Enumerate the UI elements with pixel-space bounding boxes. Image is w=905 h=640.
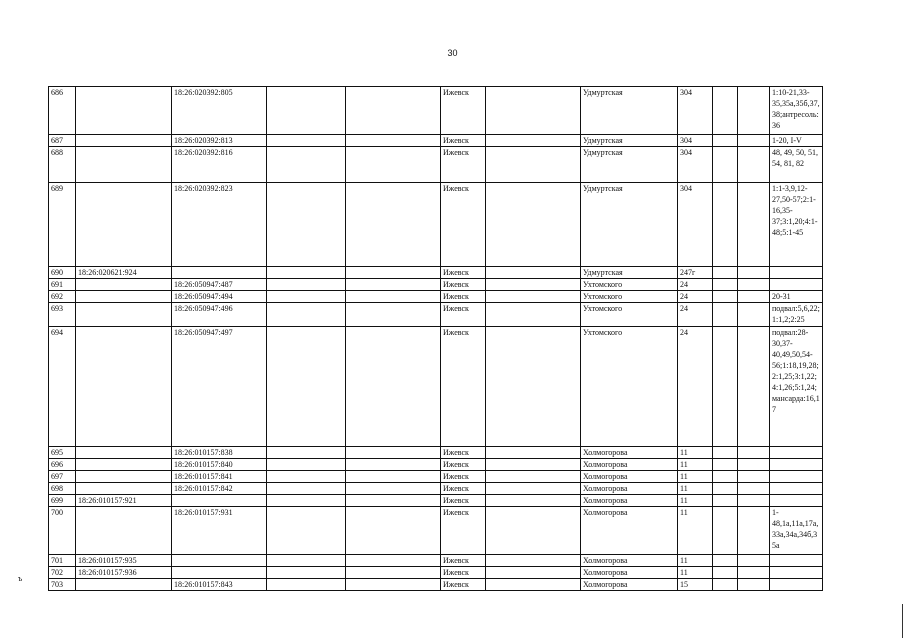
cell-c1: 18:26:010157:936 bbox=[76, 567, 172, 579]
cell-c2 bbox=[172, 267, 267, 279]
cell-c2: 18:26:020392:823 bbox=[172, 183, 267, 267]
cell-city: Ижевск bbox=[441, 327, 486, 447]
cell-house: 11 bbox=[678, 567, 713, 579]
table-row bbox=[49, 303, 823, 327]
cell-street: Холмогорова bbox=[581, 567, 678, 579]
cell-street: Холмогорова bbox=[581, 495, 678, 507]
cell-c10 bbox=[738, 495, 770, 507]
cell-c4 bbox=[346, 291, 441, 303]
cell-c10 bbox=[738, 507, 770, 555]
cell-street: Холмогорова bbox=[581, 483, 678, 495]
cell-c10 bbox=[738, 147, 770, 183]
cell-house: 24 bbox=[678, 327, 713, 447]
cell-house: 247г bbox=[678, 267, 713, 279]
cell-street: Холмогорова bbox=[581, 579, 678, 591]
cell-house: 11 bbox=[678, 471, 713, 483]
cell-c9 bbox=[713, 555, 738, 567]
cell-c9 bbox=[713, 495, 738, 507]
cell-c11: 1-48,1а,11а,17а,33а,34а,34б,35а bbox=[770, 507, 823, 555]
cell-house: 24 bbox=[678, 303, 713, 327]
table-row bbox=[49, 87, 823, 135]
cell-c3 bbox=[267, 279, 346, 291]
cell-c1: 18:26:010157:921 bbox=[76, 495, 172, 507]
cell-street: Удмуртская bbox=[581, 183, 678, 267]
cell-c4 bbox=[346, 303, 441, 327]
cell-house: 24 bbox=[678, 291, 713, 303]
cell-c3 bbox=[267, 303, 346, 327]
cell-street: Холмогорова bbox=[581, 471, 678, 483]
cell-house: 11 bbox=[678, 459, 713, 471]
cell-street: Удмуртская bbox=[581, 147, 678, 183]
cell-c1: 18:26:020621:924 bbox=[76, 267, 172, 279]
table-row bbox=[49, 267, 823, 279]
cell-city: Ижевск bbox=[441, 579, 486, 591]
cell-c11 bbox=[770, 447, 823, 459]
cell-c1 bbox=[76, 279, 172, 291]
cell-c9 bbox=[713, 471, 738, 483]
cell-c10 bbox=[738, 471, 770, 483]
cell-street: Ухтомского bbox=[581, 327, 678, 447]
cell-c9 bbox=[713, 147, 738, 183]
cell-c10 bbox=[738, 327, 770, 447]
cell-house: 11 bbox=[678, 447, 713, 459]
cell-c11 bbox=[770, 567, 823, 579]
cell-c1 bbox=[76, 459, 172, 471]
cell-c3 bbox=[267, 183, 346, 267]
cell-c6 bbox=[486, 555, 581, 567]
cell-c3 bbox=[267, 447, 346, 459]
cell-street: Холмогорова bbox=[581, 447, 678, 459]
cell-house: 304 bbox=[678, 147, 713, 183]
cell-city: Ижевск bbox=[441, 567, 486, 579]
cell-n: 692 bbox=[49, 291, 76, 303]
cell-n: 688 bbox=[49, 147, 76, 183]
cell-house: 304 bbox=[678, 135, 713, 147]
cell-c11 bbox=[770, 459, 823, 471]
cell-c1 bbox=[76, 303, 172, 327]
cell-c10 bbox=[738, 579, 770, 591]
cell-c3 bbox=[267, 567, 346, 579]
cell-c10 bbox=[738, 183, 770, 267]
cell-c2 bbox=[172, 495, 267, 507]
table-row bbox=[49, 567, 823, 579]
cell-c10 bbox=[738, 483, 770, 495]
cell-c11: 48, 49, 50, 51, 54, 81, 82 bbox=[770, 147, 823, 183]
table-row bbox=[49, 507, 823, 555]
cell-c9 bbox=[713, 135, 738, 147]
cell-city: Ижевск bbox=[441, 507, 486, 555]
cell-n: 695 bbox=[49, 447, 76, 459]
cell-c3 bbox=[267, 327, 346, 447]
cell-house: 24 bbox=[678, 279, 713, 291]
cell-c3 bbox=[267, 579, 346, 591]
cell-street: Холмогорова bbox=[581, 507, 678, 555]
cell-c4 bbox=[346, 555, 441, 567]
cell-n: 698 bbox=[49, 483, 76, 495]
cell-c4 bbox=[346, 459, 441, 471]
cell-c10 bbox=[738, 303, 770, 327]
cell-c10 bbox=[738, 459, 770, 471]
cell-c1 bbox=[76, 327, 172, 447]
cell-c6 bbox=[486, 135, 581, 147]
cell-c10 bbox=[738, 135, 770, 147]
cell-c6 bbox=[486, 471, 581, 483]
cell-c1 bbox=[76, 447, 172, 459]
cell-c9 bbox=[713, 447, 738, 459]
cell-c1: 18:26:010157:935 bbox=[76, 555, 172, 567]
table-row bbox=[49, 471, 823, 483]
cell-c6 bbox=[486, 327, 581, 447]
cell-c11: 1-20, I-V bbox=[770, 135, 823, 147]
cell-c9 bbox=[713, 507, 738, 555]
page-number: 30 bbox=[447, 48, 458, 58]
cell-c6 bbox=[486, 483, 581, 495]
cell-c4 bbox=[346, 447, 441, 459]
cell-c10 bbox=[738, 567, 770, 579]
cell-c11 bbox=[770, 495, 823, 507]
cell-street: Холмогорова bbox=[581, 555, 678, 567]
cell-city: Ижевск bbox=[441, 267, 486, 279]
cell-n: 689 bbox=[49, 183, 76, 267]
table-row bbox=[49, 135, 823, 147]
registry-table bbox=[48, 86, 823, 591]
cell-c10 bbox=[738, 267, 770, 279]
cell-c6 bbox=[486, 291, 581, 303]
cell-n: 696 bbox=[49, 459, 76, 471]
cell-c1 bbox=[76, 87, 172, 135]
cell-house: 304 bbox=[678, 183, 713, 267]
table-row bbox=[49, 183, 823, 267]
cell-c2: 18:26:010157:842 bbox=[172, 483, 267, 495]
cell-c2: 18:26:010157:841 bbox=[172, 471, 267, 483]
cell-n: 700 bbox=[49, 507, 76, 555]
cell-c9 bbox=[713, 483, 738, 495]
cell-c10 bbox=[738, 447, 770, 459]
cell-city: Ижевск bbox=[441, 183, 486, 267]
cell-c3 bbox=[267, 87, 346, 135]
table-row bbox=[49, 147, 823, 183]
table-row bbox=[49, 579, 823, 591]
cell-c9 bbox=[713, 579, 738, 591]
cell-city: Ижевск bbox=[441, 447, 486, 459]
cell-c11: 1:1-3,9,12-27,50-57;2:1-16,35-37;3:1,20;4:1-48;5:1-45 bbox=[770, 183, 823, 267]
cell-n: 699 bbox=[49, 495, 76, 507]
edge-line bbox=[902, 604, 903, 638]
cell-c11: подвал:5,6,22;1:1,2;2:25 bbox=[770, 303, 823, 327]
cell-n: 694 bbox=[49, 327, 76, 447]
cell-n: 686 bbox=[49, 87, 76, 135]
cell-c1 bbox=[76, 183, 172, 267]
cell-c3 bbox=[267, 291, 346, 303]
cell-c9 bbox=[713, 183, 738, 267]
cell-c9 bbox=[713, 327, 738, 447]
cell-city: Ижевск bbox=[441, 483, 486, 495]
cell-c3 bbox=[267, 147, 346, 183]
cell-c9 bbox=[713, 267, 738, 279]
cell-house: 304 bbox=[678, 87, 713, 135]
cell-c2: 18:26:050947:497 bbox=[172, 327, 267, 447]
cell-city: Ижевск bbox=[441, 471, 486, 483]
cell-c4 bbox=[346, 495, 441, 507]
cell-c6 bbox=[486, 447, 581, 459]
cell-c3 bbox=[267, 495, 346, 507]
cell-c9 bbox=[713, 87, 738, 135]
cell-c2: 18:26:050947:494 bbox=[172, 291, 267, 303]
cell-street: Удмуртская bbox=[581, 135, 678, 147]
cell-c10 bbox=[738, 555, 770, 567]
cell-c4 bbox=[346, 471, 441, 483]
cell-c2: 18:26:050947:487 bbox=[172, 279, 267, 291]
cell-c2: 18:26:010157:840 bbox=[172, 459, 267, 471]
cell-house: 11 bbox=[678, 555, 713, 567]
cell-c9 bbox=[713, 459, 738, 471]
cell-city: Ижевск bbox=[441, 279, 486, 291]
cell-c11 bbox=[770, 555, 823, 567]
cell-c4 bbox=[346, 483, 441, 495]
cell-c6 bbox=[486, 183, 581, 267]
cell-c6 bbox=[486, 579, 581, 591]
cell-city: Ижевск bbox=[441, 495, 486, 507]
cell-city: Ижевск bbox=[441, 135, 486, 147]
cell-c6 bbox=[486, 147, 581, 183]
cell-city: Ижевск bbox=[441, 459, 486, 471]
cell-city: Ижевск bbox=[441, 303, 486, 327]
cell-c6 bbox=[486, 567, 581, 579]
cell-city: Ижевск bbox=[441, 555, 486, 567]
cell-n: 691 bbox=[49, 279, 76, 291]
cell-c10 bbox=[738, 87, 770, 135]
cell-c2: 18:26:010157:838 bbox=[172, 447, 267, 459]
cell-street: Ухтомского bbox=[581, 303, 678, 327]
cell-c1 bbox=[76, 147, 172, 183]
cell-c9 bbox=[713, 567, 738, 579]
cell-street: Удмуртская bbox=[581, 267, 678, 279]
cell-c4 bbox=[346, 135, 441, 147]
cell-c10 bbox=[738, 291, 770, 303]
cell-c3 bbox=[267, 555, 346, 567]
cell-c6 bbox=[486, 267, 581, 279]
cell-street: Удмуртская bbox=[581, 87, 678, 135]
cell-c6 bbox=[486, 495, 581, 507]
cell-n: 701 bbox=[49, 555, 76, 567]
cell-city: Ижевск bbox=[441, 147, 486, 183]
cell-c4 bbox=[346, 579, 441, 591]
cell-n: 690 bbox=[49, 267, 76, 279]
cell-house: 15 bbox=[678, 579, 713, 591]
cell-c11 bbox=[770, 483, 823, 495]
cell-c4 bbox=[346, 87, 441, 135]
cell-c3 bbox=[267, 459, 346, 471]
cell-c4 bbox=[346, 567, 441, 579]
table-row bbox=[49, 327, 823, 447]
cell-c1 bbox=[76, 483, 172, 495]
cell-street: Ухтомского bbox=[581, 279, 678, 291]
cell-c2: 18:26:020392:813 bbox=[172, 135, 267, 147]
cell-c4 bbox=[346, 327, 441, 447]
cell-c11 bbox=[770, 267, 823, 279]
cell-c4 bbox=[346, 183, 441, 267]
cell-c11: 20-31 bbox=[770, 291, 823, 303]
cell-c2: 18:26:020392:816 bbox=[172, 147, 267, 183]
cell-c9 bbox=[713, 303, 738, 327]
cell-house: 11 bbox=[678, 507, 713, 555]
cell-c2: 18:26:010157:843 bbox=[172, 579, 267, 591]
table-row bbox=[49, 279, 823, 291]
cell-city: Ижевск bbox=[441, 291, 486, 303]
cell-c1 bbox=[76, 135, 172, 147]
table-row bbox=[49, 459, 823, 471]
cell-c2: 18:26:020392:805 bbox=[172, 87, 267, 135]
cell-c3 bbox=[267, 507, 346, 555]
cell-c6 bbox=[486, 507, 581, 555]
cell-c6 bbox=[486, 87, 581, 135]
cell-c4 bbox=[346, 147, 441, 183]
cell-c3 bbox=[267, 483, 346, 495]
cell-c9 bbox=[713, 279, 738, 291]
cell-house: 11 bbox=[678, 483, 713, 495]
cell-c11 bbox=[770, 279, 823, 291]
cell-c10 bbox=[738, 279, 770, 291]
cell-c6 bbox=[486, 459, 581, 471]
cell-c2: 18:26:050947:496 bbox=[172, 303, 267, 327]
cell-c2: 18:26:010157:931 bbox=[172, 507, 267, 555]
cell-n: 697 bbox=[49, 471, 76, 483]
cell-c4 bbox=[346, 279, 441, 291]
cell-c3 bbox=[267, 267, 346, 279]
cell-c9 bbox=[713, 291, 738, 303]
cell-c1 bbox=[76, 471, 172, 483]
cell-house: 11 bbox=[678, 495, 713, 507]
cell-city: Ижевск bbox=[441, 87, 486, 135]
cell-c1 bbox=[76, 291, 172, 303]
cell-c6 bbox=[486, 279, 581, 291]
table-row bbox=[49, 495, 823, 507]
cell-c11: 1:10-21,33-35,35а,35б,37,38;антресоль:36 bbox=[770, 87, 823, 135]
cell-c4 bbox=[346, 507, 441, 555]
cell-n: 703 bbox=[49, 579, 76, 591]
cell-n: 693 bbox=[49, 303, 76, 327]
cell-c11 bbox=[770, 471, 823, 483]
table-row bbox=[49, 483, 823, 495]
cell-c1 bbox=[76, 579, 172, 591]
cell-c3 bbox=[267, 471, 346, 483]
table-row bbox=[49, 291, 823, 303]
cell-c3 bbox=[267, 135, 346, 147]
table-row bbox=[49, 447, 823, 459]
cell-c11 bbox=[770, 579, 823, 591]
table-row bbox=[49, 555, 823, 567]
cell-c2 bbox=[172, 567, 267, 579]
cell-c4 bbox=[346, 267, 441, 279]
cell-street: Ухтомского bbox=[581, 291, 678, 303]
cell-c2 bbox=[172, 555, 267, 567]
cell-n: 687 bbox=[49, 135, 76, 147]
cell-c6 bbox=[486, 303, 581, 327]
cell-c1 bbox=[76, 507, 172, 555]
stray-mark: ъ bbox=[18, 574, 23, 583]
cell-c11: подвал:28-30,37-40,49,50,54-56;1:18,19,28;2:1,25;3:1,22;4:1,26;5:1,24;мансарда:16,17 bbox=[770, 327, 823, 447]
cell-street: Холмогорова bbox=[581, 459, 678, 471]
cell-n: 702 bbox=[49, 567, 76, 579]
